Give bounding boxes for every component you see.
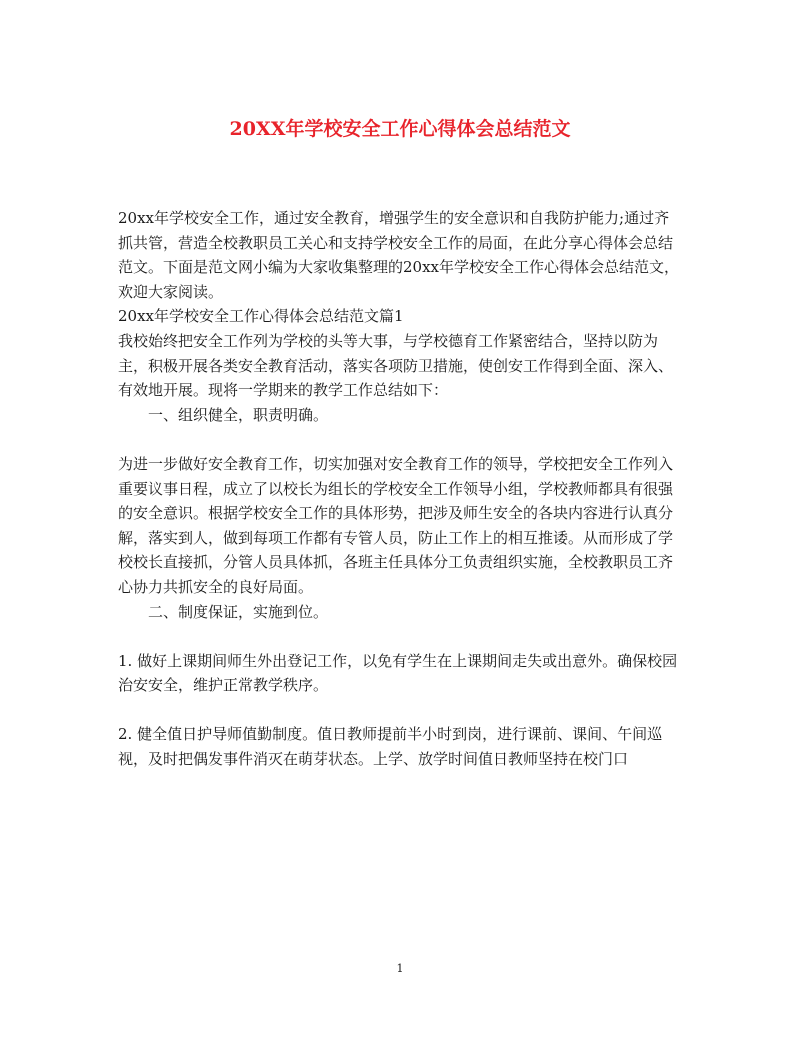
paragraph-2: 为进一步做好安全教育工作，切实加强对安全教育工作的领导，学校把安全工作列入重要议事日程，成立了以校长为组长的学校安全工作领导小组，学校教师都具有很强的安全意识。根据学校安全工作的具体形势，把涉及师生安全的各块内容进行认真分解，落实到人，做到每项工作都有专管人员，防止工作上的相互推诿。从而形成了学校校长直接抓，分管人员具体抓，各班主任具体分工负责组织实施，全校教职员工齐心协力共抓安全的良好局面。 <box>118 454 674 596</box>
list-item-2: 2. 健全值日护导师值勤制度。值日教师提前半小时到岗，进行课前、课间、午间巡视，及时把偶发事件消灭在萌芽状态。上学、放学时间值日教师坚持在校门口 <box>118 725 663 769</box>
paragraph-gap <box>118 698 684 723</box>
page-number: 1 <box>396 962 404 975</box>
section-heading: 20xx年学校安全工作心得体会总结范文篇1 <box>118 307 404 326</box>
document-body <box>118 206 684 772</box>
subheading-2: 二、制度保证，实施到位。 <box>148 602 329 621</box>
paragraph-gap <box>118 427 684 452</box>
subheading-1: 一、组织健全，职责明确。 <box>148 405 329 424</box>
document-title: 20XX年学校安全工作心得体会总结范文 <box>229 118 571 140</box>
paragraph-1: 我校始终把安全工作列为学校的头等大事，与学校德育工作紧密结合，坚持以防为主，积极开展各类安全教育活动，落实各项防卫措施，使创安工作得到全面、深入、有效地开展。现将一学期来的教学工作总结如下： <box>118 331 674 400</box>
list-item-1: 1. 做好上课期间师生外出登记工作，以免有学生在上课期间走失或出意外。确保校园治安安全，维护正常教学秩序。 <box>118 651 678 695</box>
paragraph-gap <box>118 624 684 649</box>
intro-paragraph: 20xx年学校安全工作，通过安全教育，增强学生的安全意识和自我防护能力;通过齐抓共管，营造全校教职员工关心和支持学校安全工作的局面，在此分享心得体会总结范文。下面是范文网小编为大家收集整理的20xx年学校安全工作心得体会总结范文，欢迎大家阅读。 <box>118 209 680 301</box>
